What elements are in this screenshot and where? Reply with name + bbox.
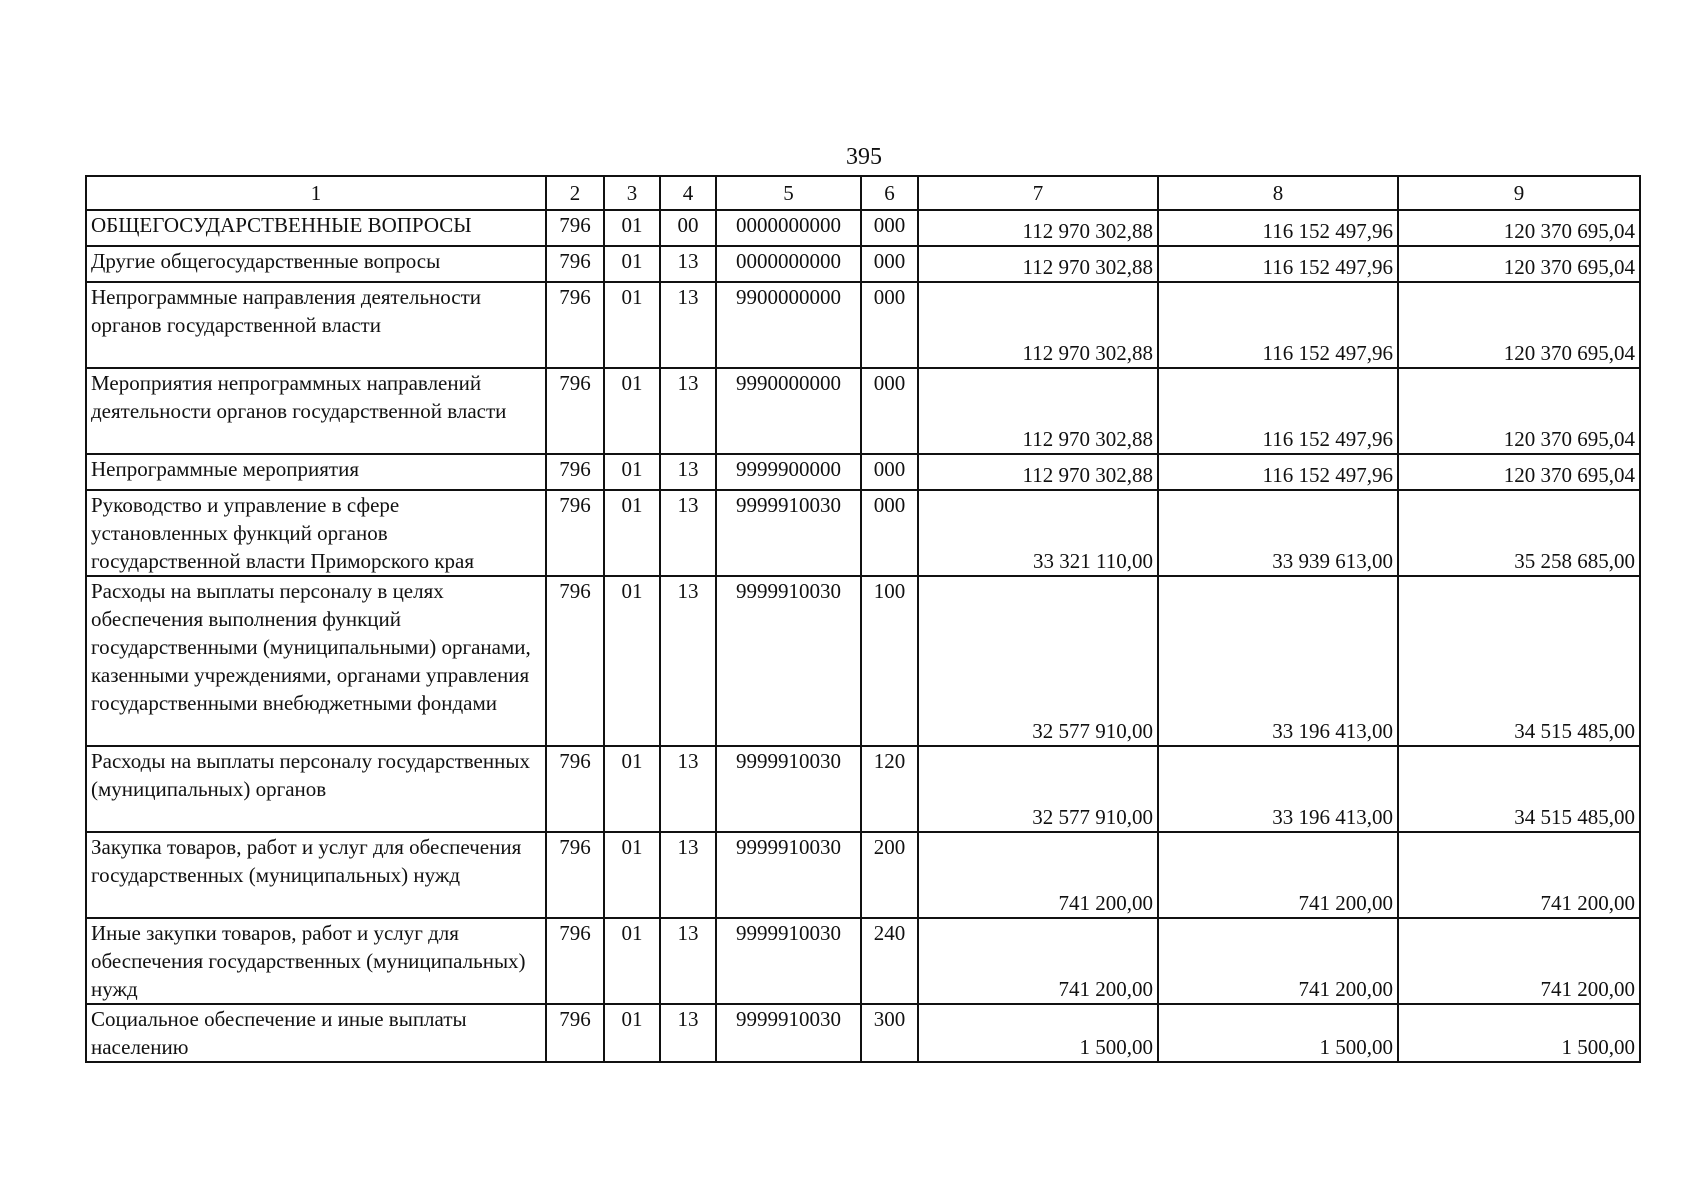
cell-col7: 32 577 910,00 bbox=[918, 746, 1158, 832]
column-header: 6 bbox=[861, 176, 918, 210]
row-name: Непрограммные мероприятия bbox=[86, 454, 546, 490]
cell-col5: 9999910030 bbox=[716, 576, 861, 746]
cell-col8: 741 200,00 bbox=[1158, 918, 1398, 1004]
cell-col7: 112 970 302,88 bbox=[918, 246, 1158, 282]
column-header: 2 bbox=[546, 176, 604, 210]
cell-col5: 9990000000 bbox=[716, 368, 861, 454]
cell-col3: 01 bbox=[604, 246, 660, 282]
cell-col7: 112 970 302,88 bbox=[918, 368, 1158, 454]
cell-col2: 796 bbox=[546, 918, 604, 1004]
cell-col5: 0000000000 bbox=[716, 210, 861, 246]
cell-col4: 13 bbox=[660, 1004, 716, 1062]
column-header: 8 bbox=[1158, 176, 1398, 210]
cell-col7: 112 970 302,88 bbox=[918, 210, 1158, 246]
cell-col9: 34 515 485,00 bbox=[1398, 746, 1640, 832]
cell-col4: 13 bbox=[660, 368, 716, 454]
table-header-row bbox=[86, 176, 1640, 210]
cell-col6: 000 bbox=[861, 368, 918, 454]
table-row bbox=[86, 368, 1640, 454]
row-name: Закупка товаров, работ и услуг для обеспечения государственных (муниципальных) нужд bbox=[86, 832, 546, 918]
row-name: Другие общегосударственные вопросы bbox=[86, 246, 546, 282]
cell-col8: 741 200,00 bbox=[1158, 832, 1398, 918]
cell-col6: 000 bbox=[861, 490, 918, 576]
cell-col4: 00 bbox=[660, 210, 716, 246]
cell-col3: 01 bbox=[604, 832, 660, 918]
table-row bbox=[86, 746, 1640, 832]
cell-col4: 13 bbox=[660, 246, 716, 282]
cell-col6: 000 bbox=[861, 246, 918, 282]
column-header: 5 bbox=[716, 176, 861, 210]
cell-col7: 741 200,00 bbox=[918, 832, 1158, 918]
cell-col3: 01 bbox=[604, 210, 660, 246]
cell-col8: 116 152 497,96 bbox=[1158, 368, 1398, 454]
cell-col2: 796 bbox=[546, 490, 604, 576]
cell-col5: 9999910030 bbox=[716, 490, 861, 576]
cell-col2: 796 bbox=[546, 210, 604, 246]
cell-col7: 1 500,00 bbox=[918, 1004, 1158, 1062]
table-row bbox=[86, 490, 1640, 576]
cell-col9: 34 515 485,00 bbox=[1398, 576, 1640, 746]
table-row bbox=[86, 576, 1640, 746]
cell-col3: 01 bbox=[604, 576, 660, 746]
cell-col9: 35 258 685,00 bbox=[1398, 490, 1640, 576]
cell-col9: 120 370 695,04 bbox=[1398, 282, 1640, 368]
column-header: 9 bbox=[1398, 176, 1640, 210]
table-row bbox=[86, 210, 1640, 246]
cell-col6: 200 bbox=[861, 832, 918, 918]
cell-col8: 1 500,00 bbox=[1158, 1004, 1398, 1062]
cell-col3: 01 bbox=[604, 1004, 660, 1062]
cell-col3: 01 bbox=[604, 918, 660, 1004]
cell-col8: 116 152 497,96 bbox=[1158, 246, 1398, 282]
table-row bbox=[86, 246, 1640, 282]
cell-col3: 01 bbox=[604, 454, 660, 490]
row-name: Социальное обеспечение и иные выплаты населению bbox=[86, 1004, 546, 1062]
cell-col5: 9999910030 bbox=[716, 746, 861, 832]
cell-col8: 33 196 413,00 bbox=[1158, 576, 1398, 746]
cell-col2: 796 bbox=[546, 746, 604, 832]
cell-col9: 741 200,00 bbox=[1398, 832, 1640, 918]
cell-col2: 796 bbox=[546, 832, 604, 918]
cell-col3: 01 bbox=[604, 746, 660, 832]
table-row bbox=[86, 454, 1640, 490]
column-header: 4 bbox=[660, 176, 716, 210]
cell-col3: 01 bbox=[604, 490, 660, 576]
cell-col6: 120 bbox=[861, 746, 918, 832]
row-name: Непрограммные направления деятельности органов государственной власти bbox=[86, 282, 546, 368]
cell-col8: 116 152 497,96 bbox=[1158, 454, 1398, 490]
cell-col8: 33 196 413,00 bbox=[1158, 746, 1398, 832]
cell-col4: 13 bbox=[660, 746, 716, 832]
column-header: 3 bbox=[604, 176, 660, 210]
cell-col4: 13 bbox=[660, 490, 716, 576]
cell-col2: 796 bbox=[546, 576, 604, 746]
cell-col6: 000 bbox=[861, 282, 918, 368]
cell-col5: 9999900000 bbox=[716, 454, 861, 490]
row-name: Мероприятия непрограммных направлений деятельности органов государственной власти bbox=[86, 368, 546, 454]
cell-col4: 13 bbox=[660, 576, 716, 746]
column-header: 1 bbox=[86, 176, 546, 210]
cell-col8: 116 152 497,96 bbox=[1158, 282, 1398, 368]
table-row bbox=[86, 832, 1640, 918]
table-row bbox=[86, 918, 1640, 1004]
cell-col3: 01 bbox=[604, 282, 660, 368]
cell-col4: 13 bbox=[660, 282, 716, 368]
cell-col2: 796 bbox=[546, 368, 604, 454]
cell-col7: 112 970 302,88 bbox=[918, 282, 1158, 368]
cell-col6: 000 bbox=[861, 454, 918, 490]
cell-col4: 13 bbox=[660, 918, 716, 1004]
row-name: Руководство и управление в сфере установленных функций органов государственной власти Приморского края bbox=[86, 490, 546, 576]
cell-col2: 796 bbox=[546, 454, 604, 490]
cell-col5: 9999910030 bbox=[716, 918, 861, 1004]
budget-table bbox=[85, 175, 1641, 1063]
cell-col5: 9999910030 bbox=[716, 1004, 861, 1062]
cell-col8: 33 939 613,00 bbox=[1158, 490, 1398, 576]
cell-col6: 000 bbox=[861, 210, 918, 246]
cell-col2: 796 bbox=[546, 246, 604, 282]
cell-col9: 120 370 695,04 bbox=[1398, 368, 1640, 454]
cell-col7: 112 970 302,88 bbox=[918, 454, 1158, 490]
cell-col6: 240 bbox=[861, 918, 918, 1004]
cell-col7: 32 577 910,00 bbox=[918, 576, 1158, 746]
cell-col4: 13 bbox=[660, 832, 716, 918]
row-name: Расходы на выплаты персоналу государственных (муниципальных) органов bbox=[86, 746, 546, 832]
cell-col9: 120 370 695,04 bbox=[1398, 454, 1640, 490]
cell-col9: 741 200,00 bbox=[1398, 918, 1640, 1004]
cell-col6: 300 bbox=[861, 1004, 918, 1062]
row-name: Расходы на выплаты персоналу в целях обеспечения выполнения функций государственными (муниципальными) органами, казенными учреждениями, органами управления государственными внебюджетными фондами bbox=[86, 576, 546, 746]
column-header: 7 bbox=[918, 176, 1158, 210]
cell-col9: 120 370 695,04 bbox=[1398, 246, 1640, 282]
cell-col9: 120 370 695,04 bbox=[1398, 210, 1640, 246]
cell-col3: 01 bbox=[604, 368, 660, 454]
row-name: ОБЩЕГОСУДАРСТВЕННЫЕ ВОПРОСЫ bbox=[86, 210, 546, 246]
cell-col5: 9999910030 bbox=[716, 832, 861, 918]
cell-col2: 796 bbox=[546, 282, 604, 368]
table-row bbox=[86, 282, 1640, 368]
cell-col2: 796 bbox=[546, 1004, 604, 1062]
cell-col5: 9900000000 bbox=[716, 282, 861, 368]
cell-col5: 0000000000 bbox=[716, 246, 861, 282]
cell-col9: 1 500,00 bbox=[1398, 1004, 1640, 1062]
cell-col4: 13 bbox=[660, 454, 716, 490]
page-number: 395 bbox=[846, 144, 882, 170]
table-row bbox=[86, 1004, 1640, 1062]
cell-col7: 33 321 110,00 bbox=[918, 490, 1158, 576]
cell-col8: 116 152 497,96 bbox=[1158, 210, 1398, 246]
cell-col6: 100 bbox=[861, 576, 918, 746]
row-name: Иные закупки товаров, работ и услуг для обеспечения государственных (муниципальных) нужд bbox=[86, 918, 546, 1004]
cell-col7: 741 200,00 bbox=[918, 918, 1158, 1004]
